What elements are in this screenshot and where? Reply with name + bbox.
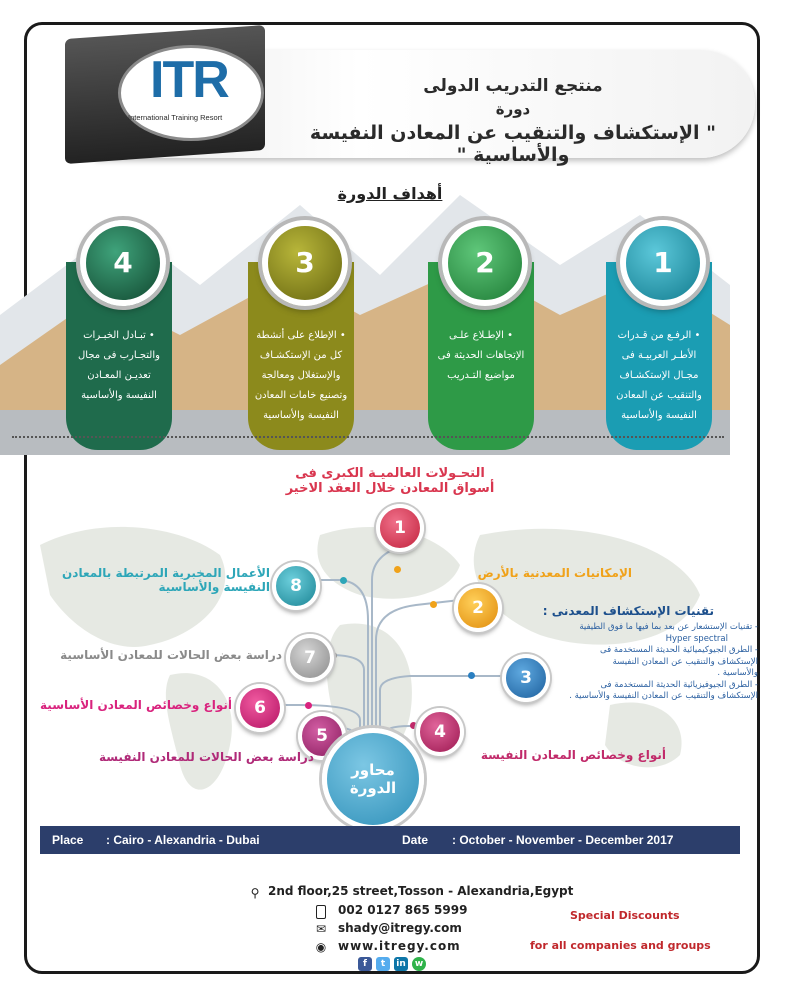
axis-node-5: 5 [298, 712, 346, 760]
objective-number-2: 2 [442, 220, 528, 306]
objective-number-1: 1 [620, 220, 706, 306]
axis-node-8: 8 [272, 562, 320, 610]
twitter-icon[interactable]: t [376, 957, 390, 971]
place-value: : Cairo - Alexandria - Dubai [106, 833, 260, 847]
discount-line-2: for all companies and groups [530, 939, 711, 952]
axis-node-7: 7 [286, 634, 334, 682]
website-text[interactable]: www.itregy.com [338, 939, 461, 953]
discount-line-1: Special Discounts [570, 909, 680, 922]
linkedin-icon[interactable]: in [394, 957, 408, 971]
axis-label-6: أنواع وخصائص المعادن الأساسية [40, 698, 232, 712]
axis-label-8: الأعمال المخبرية المرتبطة بالمعادن النفيسة والأساسية [62, 566, 270, 594]
axes-center-label-2: الدورة [349, 779, 397, 797]
axis-label-1: التحـولات العالميـة الكبرى فى أسواق المعادن خلال العقد الاخير [285, 466, 495, 496]
phone-text[interactable]: 002 0127 865 5999 [338, 903, 468, 917]
date-label: Date [402, 833, 429, 847]
axis-label-5: دراسة بعض الحالات للمعادن النفيسة [98, 750, 314, 764]
address-text: 2nd floor,25 street,Tosson - Alexandria,Egypt [268, 884, 574, 898]
axes-center-hub [322, 728, 424, 830]
axis-node-2: 2 [454, 584, 502, 632]
axes-center-label-1: محاور [351, 761, 395, 779]
header-organizer: منتجع التدريب الدولى [423, 76, 603, 96]
axis-node-6: 6 [236, 684, 284, 732]
axis-node-4: 4 [416, 708, 464, 756]
connector-dot [340, 577, 347, 584]
email-text[interactable]: shady@itregy.com [338, 921, 462, 935]
section-divider [12, 436, 724, 438]
logo-subtitle: International Training Resort [128, 113, 223, 122]
date-value: : October - November - December 2017 [452, 833, 674, 847]
axis-label-2: الإمكانيات المعدنية بالأرض [477, 566, 632, 580]
place-label: Place [52, 833, 84, 847]
connector-dot [394, 566, 401, 573]
objective-card-2: • الإطـلاع علـى الإتجاهات الحديثة فى مواضيع التـدريب [428, 262, 534, 450]
phone-icon [316, 905, 326, 919]
axis-node-1: 1 [376, 504, 424, 552]
axis-node-3: 3 [502, 654, 550, 702]
objective-number-4: 4 [80, 220, 166, 306]
header-course-label: دورة [495, 100, 531, 118]
axis-label-3: تقنيات الإستكشاف المعدنى : [542, 604, 714, 618]
connector-dot [430, 601, 437, 608]
objective-card-1: • الرفـع من قـدرات الأطـر العربيـة فى مجـال الإستكشـاف والتنقيب عن المعادن النفيسة والأساسية [606, 262, 712, 450]
objective-card-4: • تبـادل الخبـرات والتجـارب فى مجال تعديـن المعـادن النفيسة والأساسية [66, 262, 172, 450]
whatsapp-icon[interactable]: w [412, 957, 426, 971]
email-icon: ✉ [315, 922, 327, 936]
axis-label-4: أنواع وخصائص المعادن النفيسة [480, 748, 666, 762]
axis-3-details: - تقنيات الإستشعار عن بعد بما فيها ما فوق الطيفية Hyper spectral - الطرق الجيوكيميائية الحديثة المستخدمة فى الإستكشاف والتنقيب عن المعادن النفيسة والأساسية . - الطرق الجيوفيزيائية الحديثة المستخدمة فى الإستكشاف والتنقيب عن المعادن النفيسة والأساسية . [569, 622, 758, 701]
header-course-title: " الإستكشاف والتنقيب عن المعادن النفيسة والأساسية " [309, 122, 717, 166]
objectives-title: أهداف الدورة [337, 184, 443, 203]
info-bar [40, 826, 740, 854]
objective-number-3: 3 [262, 220, 348, 306]
connector-dot [305, 702, 312, 709]
globe-icon: ◉ [315, 940, 327, 954]
axis-label-7: دراسة بعض الحالات للمعادن الأساسية [60, 648, 282, 662]
location-pin-icon: ⚲ [250, 886, 260, 900]
facebook-icon[interactable]: f [358, 957, 372, 971]
logo-text: ITR [150, 51, 228, 109]
objective-card-3: • الإطلاع على أنشطة كل من الإستكشـاف والإستغلال ومعالجة وتصنيع خامات المعادن النفيسة والأساسية [248, 262, 354, 450]
